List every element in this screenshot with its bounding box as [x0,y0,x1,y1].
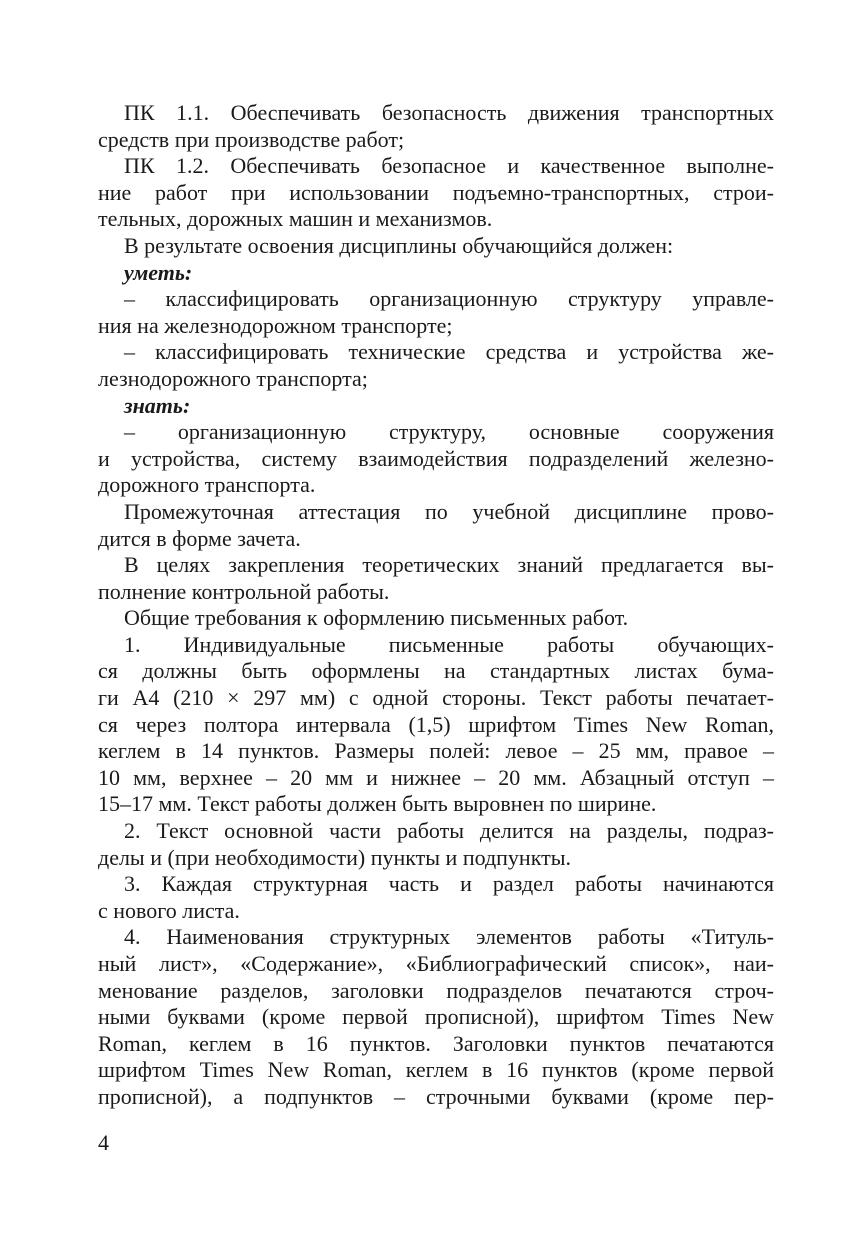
text-line: – классифицировать организационную структуру управле- [124,286,774,312]
text-line: ния на железнодорожном транспорте; [98,312,453,338]
text-line: ный лист», «Содержание», «Библиографический список», наи- [98,951,774,976]
text-line: 2. Текст основной части работы делится на разделы, подраз- [124,818,774,844]
text-line: с нового листа. [98,897,240,923]
paragraph [98,605,774,632]
text-line: ся через полтора интервала (1,5) шрифтом Times New Roman, [98,711,774,737]
text-line: делы и (при необходимости) пункты и подпункты. [98,844,571,870]
text-line: уметь: [124,259,193,285]
text-line: шрифтом Times New Roman, кеглем в 16 пунктов (кроме первой [98,1057,774,1083]
text-line: прописной), а подпунктов – строчными буквами (кроме пер- [98,1083,774,1109]
text-line: ние работ при использовании подъемно-транспортных, строи- [98,179,774,205]
text-line: ПК 1.1. Обеспечивать безопасность движения транспортных [124,100,774,125]
text-line: дорожного транспорта. [98,472,316,498]
text-line: 15–17 мм. Текст работы должен быть выровнен по ширине. [98,791,657,817]
text-line: ПК 1.2. Обеспечивать безопасное и качественное выполне- [124,153,774,179]
paragraph [98,233,774,260]
page-number: 4 [98,1130,109,1155]
text-line: ги А4 (210 × 297 мм) с одной стороны. Текст работы печатает- [98,685,774,711]
text-line: Промежуточная аттестация по учебной дисциплине прово- [124,498,774,524]
paragraph [98,924,774,1110]
paragraph [98,632,774,818]
text-line: – организационную структуру, основные сооружения [124,419,774,445]
text-line: В целях закрепления теоретических знаний предлагается вы- [124,552,774,578]
text-line: дится в форме зачета. [98,525,301,551]
paragraph [98,419,774,499]
text-line: кеглем в 14 пунктов. Размеры полей: левое – 25 мм, правое – [98,738,774,764]
paragraph [98,871,774,924]
paragraph [98,100,774,153]
paragraph [98,818,774,871]
paragraph [98,499,774,552]
text-line: полнение контрольной работы. [98,578,390,604]
text-line: – классифицировать технические средства и устройства же- [124,339,774,365]
text-line: В результате освоения дисциплины обучающийся должен: [124,232,674,258]
paragraph [98,286,774,339]
text-line: тельных, дорожных машин и механизмов. [98,206,493,232]
text-line: знать: [124,392,191,418]
text-line: ся должны быть оформлены на стандартных листах бума- [98,658,774,684]
body-text [98,100,774,1111]
text-line: средств при производстве работ; [98,126,405,152]
paragraph [98,552,774,605]
text-line: Roman, кеглем в 16 пунктов. Заголовки пунктов печатаются [98,1030,774,1056]
text-line: менование разделов, заголовки подразделов печатаются строч- [98,977,774,1003]
text-line: Общие требования к оформлению письменных работ. [124,605,629,631]
text-line: 1. Индивидуальные письменные работы обучающих- [124,631,774,657]
text-line: и устройства, систему взаимодействия подразделений железно- [98,445,774,471]
text-line: 3. Каждая структурная часть и раздел работы начинаются [124,871,774,897]
text-line: 10 мм, верхнее – 20 мм и нижнее – 20 мм. Абзацный отступ – [98,764,774,790]
paragraph [98,339,774,392]
text-line: лезнодорожного транспорта; [98,365,368,391]
paragraph [98,153,774,233]
text-line: ными буквами (кроме первой прописной), шрифтом Times New [98,1004,774,1030]
section-heading [98,260,774,287]
text-line: 4. Наименования структурных элементов работы «Титуль- [124,924,774,950]
section-heading [98,393,774,420]
